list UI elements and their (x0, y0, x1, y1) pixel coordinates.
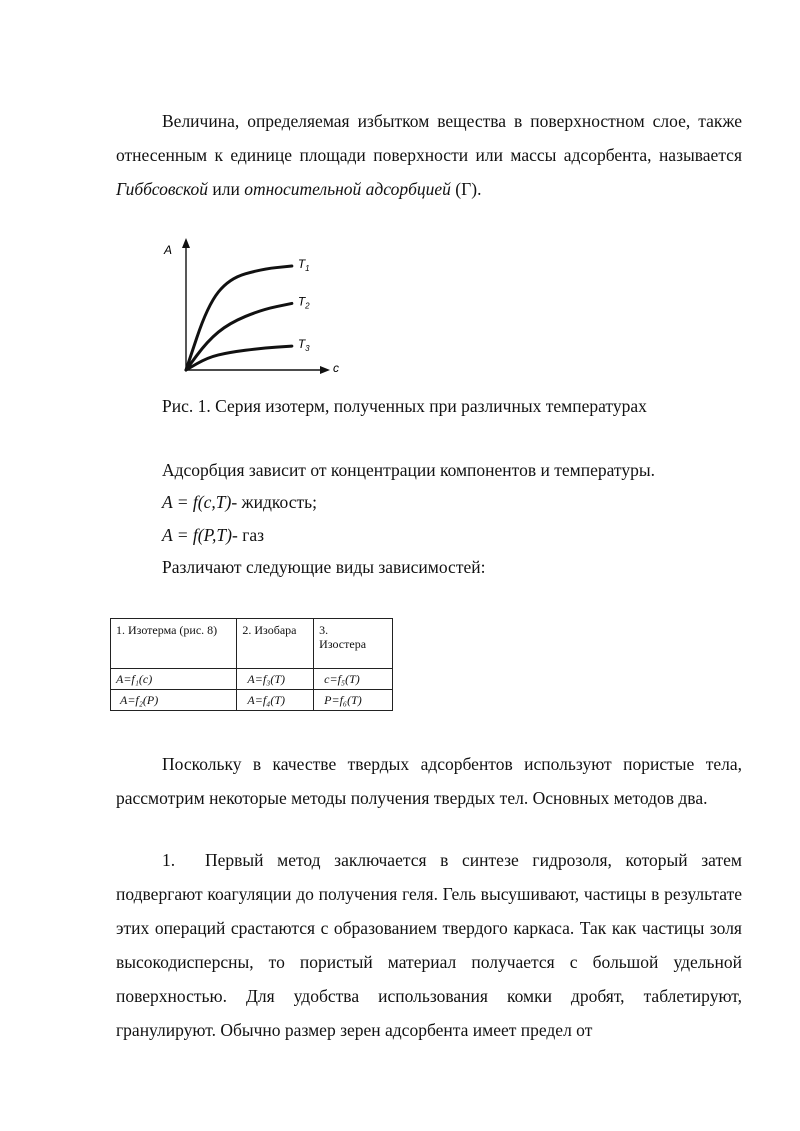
paragraph-dependency-types: Различают следующие виды зависимостей: (162, 557, 486, 577)
figure-caption: Рис. 1. Серия изотерм, полученных при различных температурах (162, 396, 647, 416)
table-cell: A=f₃(T) (237, 669, 314, 690)
table-cell: P=f₆(T) (314, 690, 393, 711)
table-cell: c=f₅(T) (314, 669, 393, 690)
table-header-number: 3. (319, 623, 329, 637)
curve-labels (298, 257, 310, 353)
table-header-isostere (314, 619, 393, 669)
formula-expression: A = f(c,T) (162, 492, 232, 512)
paragraph-text: Величина, определяемая избытком вещества в поверхностном слое, также отнесенным к единице площади поверхности или массы адсорбента, называется (116, 111, 742, 165)
isotherm-curves (186, 266, 292, 370)
x-axis-arrow (320, 366, 330, 374)
paragraph-first-method (116, 843, 742, 1047)
x-axis-label: c (333, 361, 339, 375)
table-cell: A=f₂(P) (111, 690, 237, 711)
table-header-row (111, 619, 393, 669)
table-row (111, 690, 393, 711)
term-relative-adsorption: относительной адсорбцией (244, 179, 451, 199)
y-axis-arrow (182, 238, 190, 248)
paragraph-text: Первый метод заключается в синтезе гидрозоля, который затем подвергают коагуляции до получения геля. Гель высушивают, частицы в результате этих операций срастаются с образованием твердого каркаса. Так как частицы золя высокодисперсны, то пористый материал получается с большой удельной поверхностью. Для удобства использования комки дробят, таблетируют, гранулируют. Обычно размер зерен адсорбента имеет предел от (116, 850, 742, 1040)
curve-label-t2: $T_2$ (297, 294, 310, 311)
table-cell: A=f₁(c) (111, 669, 237, 690)
table-header-isobar: 2. Изобара (237, 619, 314, 669)
formula-expression: A = f(P,T) (162, 525, 232, 545)
paragraph-porous-solids: Поскольку в качестве твердых адсорбентов используют пористые тела, рассмотрим некоторые методы получения твердых тел. Основных методов два. (116, 754, 742, 808)
curve-label-t3: $T_3$ (297, 337, 310, 354)
formula-liquid (162, 487, 317, 517)
paragraph-adsorption-depends: Адсорбция зависит от концентрации компонентов и температуры. (162, 460, 655, 480)
formula-gas (162, 520, 264, 550)
term-gibbs: Гиббсовской (116, 179, 208, 199)
paragraph-text: (Г). (450, 179, 482, 199)
isotherm-graph (150, 232, 350, 382)
paragraph-gibbs-adsorption (116, 104, 742, 206)
table-header-label: Изостера (319, 637, 367, 651)
formula-description: - жидкость; (231, 492, 317, 512)
table-cell: A=f₄(T) (237, 690, 314, 711)
table-row (111, 669, 393, 690)
curve-label-t1: $T_1$ (297, 257, 310, 273)
list-number: 1. (162, 850, 176, 870)
formula-description: - газ (232, 525, 265, 545)
table-header-isotherm: 1. Изотерма (рис. 8) (111, 619, 237, 669)
paragraph-text: или (207, 179, 245, 199)
dependency-table (110, 618, 393, 711)
y-axis-label: A (164, 243, 173, 257)
